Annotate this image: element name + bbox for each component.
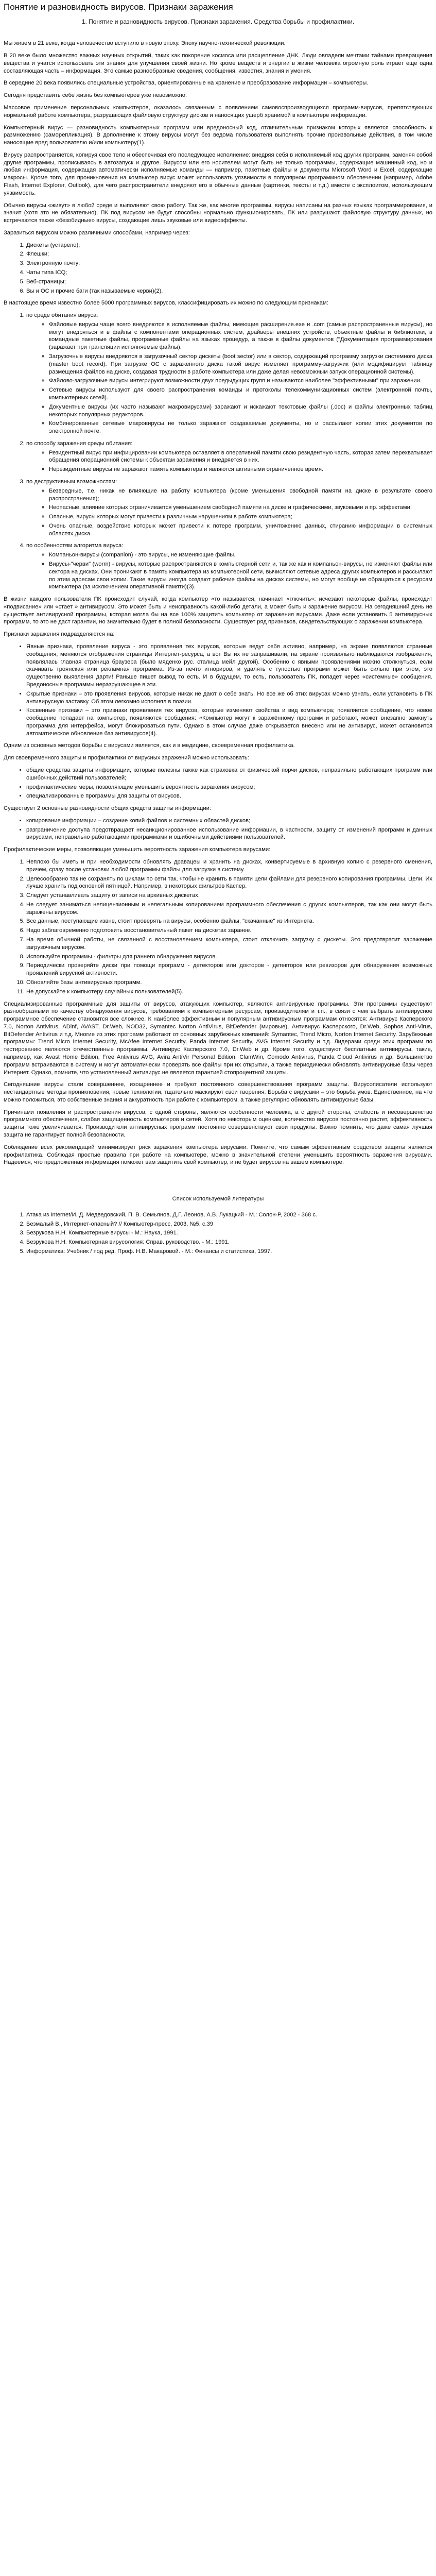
closing-paragraph: Специализированные программные для защиты от вирусов, атакующих компьютер, являются антивирусные программы. Эти программы существуют разнообразными по качеству обнаружения вирусов, требованиям к компьютерным ресурсам, производителям и т.п., в связи с чем выбрать антивирусное программное обеспечение становится все сложнее. К наиболее эффективным и популярным антивирусным программам относятся: Антивирус Касперского 7.0, Norton Antivirus, ADinf, AVAST, Dr.Web, NOD32, Symantec Norton AntiVirus, BitDefender (мировые), Антивирус Касперского, Dr.Web, Sophos Anti-Virus, BitDefender Antivirus и т.д. Многие из этих программ работают от основных зарубежных компаний: Symantec, Trend Micro, Norton Internet Security. Зарубежные программы: Trend Micro Internet Security, McAfee Internet Security, Panda Internet Security, AVG Internet Security и т.д. Лидерами среди этих программ по тестированию являются отечественные программы. Антивирус Касперского 7.0, Dr.Web и др. Кроме того, существуют бесплатные антивирусы, такие, например, как Avast Home Edition, Free Antivirus AVG, Avira AntiVir Personal Edition, ClamWin, Comodo Antivirus, Panda Cloud Antivirus и др. Большинство программ встраиваются в систему и могут автоматически проверять все файлы при их открытии, а также периодически обновлять антивирусные базы через Интернет. Однако, помните, что установленный антивирус не является гарантией стопроцентной защиты.	[4, 1001, 432, 1076]
reference-item: 2. Безмалый В., Интернет-опасный? // Компьютер-пресс, 2003, №5, с.39	[26, 1221, 432, 1228]
list-item: • общие средства защиты информации, которые полезны также как страховка от физической порчи дисков, неправильно работающих программ или ошибочных действий пользователей;	[26, 767, 432, 782]
list-item: 6. Надо заблаговременно подготовить восстановительный пакет на дискетах заранее.	[26, 927, 432, 935]
section-subtitle: 1. Понятие и разновидность вирусов. Признаки заражения. Средства борьбы и профилактики.	[81, 18, 355, 26]
references-title: Список используемой литературы	[172, 1196, 264, 1202]
protection-paragraph: Одним из основных методов борьбы с вирусами является, как и в медицине, своевременная профилактика.	[4, 742, 295, 749]
page-title: Понятие и разновидность вирусов. Признаки заражения	[4, 2, 233, 12]
intro-paragraph: Массовое применение персональных компьютеров, оказалось связанным с появлением самовоспроизводящихся программ-вирусов, препятствующих нормальной работе компьютера, разрушающих файловую структуру дисков и наносящих ущерб хранимой в компьютере информации.	[4, 104, 432, 118]
list-item: ◦ Нерезидентные вирусы не заражают память компьютера и являются активными ограниченное время.	[49, 466, 432, 473]
list-item: 6. Вы и ОС и прочие баги (так называемые черви)(2).	[26, 287, 432, 295]
list-item: 1. Неплохо бы иметь и при необходимости обновлять дравацеы и хранить на дисках, конвертируемые в архивную копию с резервного сменения, причем, сразу после установки любой программы файлы для загрузки в систему.	[26, 858, 432, 874]
list-item: 4. Не следует заниматься нелицензионным и нелегальным копированием программного обеспечения с других компьютеров, так как они могут быть заражены вирусом.	[26, 901, 432, 917]
list-item: ◦ Неопасные, влияние которых ограничивается уменьшением свободной памяти на диске и графическими, звуковыми и пр. эффектами;	[49, 504, 432, 512]
signs-heading: Признаки заражения подразделяются на:	[4, 631, 115, 638]
list-item: 2. Целесообразно так не сохранять по циклам по сети так, чтобы не хранить в памяти цели файлами для резервного копирования программы. Цели. Их лучше хранить под основной пятницей. Например, в некоторых фильтров Каспер.	[26, 875, 432, 891]
prevention-list	[4, 858, 432, 996]
intro-paragraph: Обычно вирусы «живут» в любой среде и выполняют свою работу. Так же, как многие программы, вирусы написаны на разных языках программирования, и значит (хотя это не обязательно), ПК под вирусом не будут способны нормально функционировать, ПК или разрушают файловую структуру данных, но встречаются также «безобидные» вирусы, создающие лишь звуковые или видеоэффекты.	[4, 202, 432, 224]
intro-paragraph: В 20 веке было множество важных научных открытий, таких как покорение космоса или расщепление ДНК. Люди овладели мечтами тайнами превращения вещества и учатся использовать эти знания для улучшения своей жизни. Но кроме веществ и энергии в жизни человека огромную роль играет еще одна составляющая часть – информация. Это самые разнообразные сведения, сообщения, известия, знания и умения.	[4, 53, 432, 74]
criterion-items	[33, 449, 432, 473]
list-item: 7. На время обычной работы, не связанной с восстановлением компьютера, стоит отключить загрузку с дискеты. Это предотвратит заражение загрузочным вирусом.	[26, 936, 432, 952]
list-item: 5. Все данные, поступающие извне, стоит проверять на вирусы, особенно файлы, "скачанные" из Интернета.	[26, 918, 432, 925]
list-item: ◦ Вирусы-"черви" (worm) - вирусы, которые распространяются в компьютерной сети и, так же как и компаньон-вирусы, не изменяют файлы или сектора на дисках. Они проникают в память компьютера из компьютерной сети, вычисляют сетевые адреса других компьютеров и рассылают по этим адресам свои копии. Такие вирусы иногда создают рабочие файлы на дисках системы, но могут вообще не обращаться к ресурсам компьютера (за исключением оперативной памяти)(3).	[49, 561, 432, 591]
intro-paragraph: В середине 20 века появились специальные устройства, ориентированные на хранение и преобразование информации – компьютеры.	[4, 80, 369, 87]
protection-list	[4, 767, 432, 800]
references-list	[4, 1211, 432, 1256]
list-item: 4. Чаты типа ICQ;	[26, 269, 432, 277]
infection-ways-list	[4, 242, 432, 295]
criterion-items	[33, 321, 432, 435]
list-item: • разграничение доступа предотвращает несанкционированное использование информации, в частности, защиту от изменений программ и данных вирусами, неправильно работающими программами и ошибочными действиями пользователей.	[26, 826, 432, 842]
list-item: ◦ Компаньон-вирусы (companion) - это вирусы, не изменяющие файлы.	[49, 551, 432, 559]
criterion-heading: по особенностям алгоритма вируса:	[26, 543, 124, 549]
list-item: 10. Обновляйте базы антивирусных программ.	[26, 979, 432, 987]
criterion-block	[26, 542, 432, 591]
list-item: • копирование информации – создание копий файлов и системных областей дисков;	[26, 817, 432, 825]
reference-item: 3. Безрукова Н.Н. Компьютерные вирусы - М.: Наука, 1991.	[26, 1229, 432, 1237]
reference-item: 4. Безрукова Н.Н. Компьютерная вирусология: Справ. руководство. - М.: 1991.	[26, 1239, 432, 1246]
list-item: ◦ Загрузочные вирусы внедряются в загрузочный сектор дискеты (boot sector) или в сектор, содержащий программу загрузки системного диска (master boot record). При загрузке ОС с зараженного диска такой вирус изменяет программу-загрузчик (или модифицирует таблицу размещения файлов на диске, создавая трудности в работе компьютера или даже делая невозможным запуск операционной системы).	[49, 353, 432, 376]
list-item: ◦ Файловые вирусы чаще всего внедряются в исполняемые файлы, имеющие расширение.exe и .com (самые распространенные вирусы), но могут внедряться и в файлы с компонентами операционных систем, драйверы внешних устройств, объектные файлы и библиотеки, в командные пакетные файлы, программные файлы на языках процедур, а также в файлы документов ("Документация программирования (заражает при трансляции исполняемые файлы).	[49, 321, 432, 351]
prevention-intro: Профилактические меры, позволяющие уменьшить вероятность заражения компьютера вирусами:	[4, 846, 271, 853]
reference-item: 1. Атака из Internet/И. Д. Медведовский, П. В. Семьянов, Д.Г. Леонов, А.В. Лукацкий - М.: Солон-Р, 2002 - 368 с.	[26, 1211, 432, 1219]
intro-paragraph: Вирусу распространяется, копируя свое тело и обеспечивая его последующее исполнение: внедряя себя в исполняемый код других программ, заменяя собой другие программы, прописываясь в автозапуск и другое. Вирусом или его носителем могут быть не только программы, содержащие машинный код, но и любая информация, содержащая автоматически исполняемые команды — например, пакетные файлы и документы Microsoft Word и Excel, содержащие макросы. Кроме того, для проникновения на компьютер вирус может использовать уязвимости в популярном программном обеспечении (например, Adobe Flash, Internet Explorer, Outlook), для чего распространители внедряют его в обычные данные (картинки, тексты и т.д.) вместе с эксплоитом, использующим уязвимость.	[4, 151, 432, 196]
list-item: 11. Не допускайте к компьютеру случайных пользователей(5).	[26, 988, 432, 996]
list-item: 2. Флешки;	[26, 250, 432, 258]
list-item: • Явные признаки, проявление вируса - это проявления тех вирусов, которые ведут себя активно, например, на экране появляются странные сообщения, меняются отображения страницы Интернет-ресурса, а вот Вы их не запрашивали, на экране произвольно наблюдаются изображения, появлялась главная страница браузера (было мяденко рус. сталица мейл другой). Особенно с явными проявлениями можно столкнуться, если скачивать троянская или рекламная программа. Из-за нечто игнориров, и удалять с тупостью программ может быть сильно при этом, это существенно выявления дарти! Раньше пишет вывод то есть. И в будущем, то есть, пользователь ПК, попадёт через «системные» сообщения. Вредоносные программы неразрушающее в эти.	[26, 643, 432, 689]
list-item: 3. Электронную почту;	[26, 260, 432, 267]
list-item: • Косвенные признаки – это признаки проявления тех вирусов, которые изменяют свойства и вид компьютера; появляется сообщение, что новое сообщение попадает на компьютер, появляются сообщения: «Компьютер могут к заражённому программ и работают, может внезапно замкнуть программа для интерфейса, могут блокироваться пути. Однако в этом случае даже открывается внесено или не антивирус, может остановится автоматическое обновление баз антивирусов(4).	[26, 707, 432, 737]
list-item: ◦ Очень опасные, воздействие которых может привести к потере программ, уничтожению данных, стиранию информации в системных областях диска.	[49, 522, 432, 538]
criterion-heading: по способу заражения среды обитания:	[26, 440, 133, 447]
criteria-list	[4, 312, 432, 591]
signs-list	[4, 643, 432, 737]
list-item: 8. Используйте программы - фильтры для раннего обнаружения вирусов.	[26, 953, 432, 961]
intro-paragraph: Компьютерный вирус — разновидность компьютерных программ или вредоносный код, отличительным признаком которых является способность к размножению (саморепликация). В дополнение к этому вирусы могут без ведома пользователя выполнять прочие произвольные действия, в том числе наносящие вред пользователю и/или компьютеру(1).	[4, 124, 432, 146]
criterion-items	[33, 487, 432, 538]
list-item: 9. Периодически проверяйте диски при помощи программ - детекторов или докторов - детекторов или ревизоров для обнаружения возможных проявлений вирусной активности.	[26, 962, 432, 977]
list-item: ◦ Резидентный вирус при инфицировании компьютера оставляет в оперативной памяти свою резидентную часть, которая затем перехватывает обращения операционной системы к объектам заражения и внедряется в них.	[49, 449, 432, 465]
criterion-block	[26, 440, 432, 473]
closing-paragraph: Сегодняшние вирусы стали совершеннее, изощреннее и требуют постоянного совершенствования программ защиты. Вирусописатели используют нестандартные методы проникновения, новые технологии, тщательно маскируют свои творения. Борьба с вирусами – это борьба умов. Единственное, на что можно положиться, это собственные знания и аккуратность при работе с компьютером, а также регулярно обновлять антивирусные базы.	[4, 1081, 432, 1103]
classification-intro: В настоящее время известно более 5000 программных вирусов, классифицировать их можно по следующим признакам:	[4, 300, 328, 307]
criterion-heading: по среде обитания вируса:	[26, 312, 98, 319]
document-page	[0, 0, 436, 1276]
criterion-block	[26, 312, 432, 435]
intro-paragraph: Мы живем в 21 веке, когда человечество вступило в новую эпоху. Эпоху научно-технической революции.	[4, 40, 286, 47]
criterion-heading: по деструктивным возможностям:	[26, 478, 117, 485]
list-item: • специализированные программы для защиты от вирусов.	[26, 792, 432, 800]
list-item: • Скрытые признаки – это проявления вирусов, которые никак не дают о себе знать. Но все же об этих вирусах можно узнать, если установить в ПК антивирусную заставку. Об этом легкомно исполнял в поэзии.	[26, 690, 432, 706]
list-item: ◦ Безвредные, т.е. никак не влияющие на работу компьютера (кроме уменьшения свободной памяти на диске в результате своего распространения);	[49, 487, 432, 503]
general-means-intro: Существует 2 основные разновидности общих средств защиты информации:	[4, 805, 211, 812]
criterion-block	[26, 478, 432, 537]
list-item: 5. Веб-страницы;	[26, 278, 432, 286]
list-item: ◦ Опасные, вирусы которых могут привести к различным нарушениям в работе компьютера;	[49, 513, 432, 521]
list-item: 1. Дискеты (устарело);	[26, 242, 432, 249]
list-item: ◦ Комбинированные сетевые макровирусы не только заражают создаваемые документы, но и рассылают копии этих документов по электронной почте.	[49, 420, 432, 435]
intro-paragraph: Заразиться вирусом можно различными способами, например через:	[4, 229, 190, 236]
list-item: 3. Следует устанавливать защиту от записи на архивных дискетах.	[26, 892, 432, 900]
closing-paragraph: Причинами появления и распространения вирусов, с одной стороны, являются особенности человека, а с другой стороны, слабость и несовершенство программного обеспечения, слабая защищенность компьютеров и сетей. Хотя по некоторым оценкам, количество вирусов постоянно растет, эффективность защиты тоже увеличивается. Производители антивирусных программ постоянно совершенствуют свои продукты. Важно помнить, что даже самая лучшая защита не гарантирует полной безопасности.	[4, 1109, 432, 1139]
closing-paragraph: Соблюдение всех рекомендаций минимизирует риск заражения компьютера вирусами. Помните, что самым эффективным средством защиты является профилактика. Соблюдая простые правила при работе на компьютере, можно в значительной степени уменьшить вероятность заражения вирусами. Надеемся, что предложенная информация поможет вам защитить свой компьютер, и не будет вирусов на вашем компьютере.	[4, 1144, 432, 1166]
list-item: ◦ Файлово-загрузочные вирусы интегрируют возможности двух предыдущих групп и называются наиболее "эффективными" при заражении.	[49, 377, 432, 385]
criterion-items	[33, 551, 432, 591]
signs-intro: В жизни каждого пользователя ПК происходит случай, когда компьютер «то называется, начинает «глючить»: исчезают некоторые файлы, происходит «подвисание» или «стает » антивирусом. Это может быть и неисправность какой-либо детали, а может быть и заражение вирусом. На сегодняшний день не существует антивирусной программы, которая могла бы на все 100% защитить компьютер от заражения вирусами. Даже если установить 5 антивирусных программ, то это не даст гарантии, но значительно будет в полной безопасности. Существует ряд признаков, свидетельствующих о заражении компьютера.	[4, 596, 432, 625]
protection-paragraph: Для своевременного защиты и профилактики от вирусных заражений можно использовать:	[4, 755, 249, 761]
general-means-list	[4, 817, 432, 841]
list-item: ◦ Документные вирусы (их часто называют макровирусами) заражают и искажают текстовые файлы (.doc) и файлы электронных таблиц некоторых популярных редакторов.	[49, 403, 432, 419]
reference-item: 5. Информатика: Учебник / под ред. Проф. Н.В. Макаровой. - М.: Финансы и статистика, 1997.	[26, 1248, 432, 1256]
list-item: ◦ Сетевые вирусы используют для своего распространения команды и протоколы телекоммуникационных систем (электронной почты, компьютерных сетей).	[49, 386, 432, 402]
intro-paragraph: Сегодня представить себе жизнь без компьютеров уже невозможно.	[4, 92, 187, 99]
list-item: • профилактические меры, позволяющие уменьшить вероятность заражения вирусом;	[26, 784, 432, 791]
